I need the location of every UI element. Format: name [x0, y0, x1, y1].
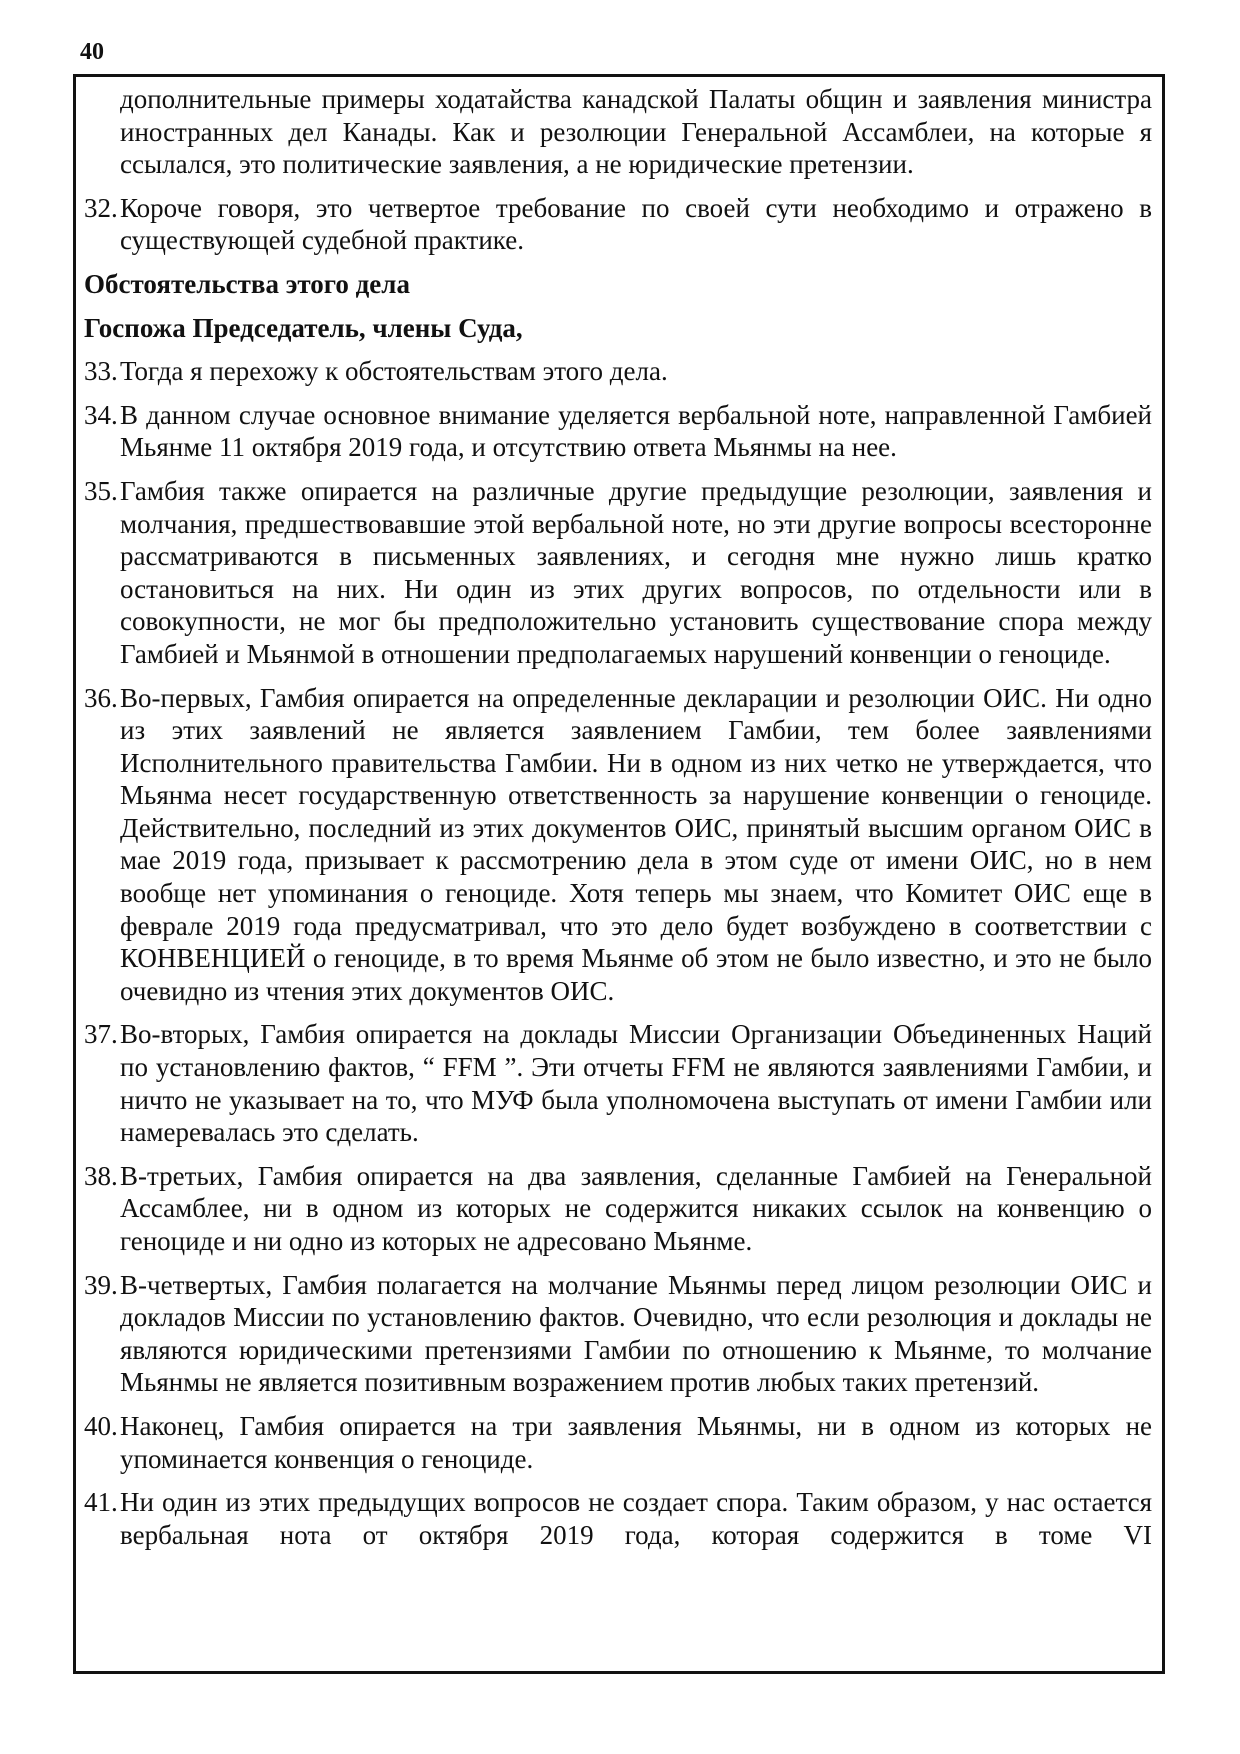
paragraph-number: 39.	[84, 1269, 118, 1300]
paragraph-number: 36.	[84, 682, 118, 713]
paragraph-text: В данном случае основное внимание уделяется вербальной ноте, направленной Гамбией Мьянме 11 октября 2019 года, и отсутствию ответа Мьянмы на нее.	[120, 399, 1152, 463]
paragraph-text: Наконец, Гамбия опирается на три заявления Мьянмы, ни в одном из которых не упоминается конвенция о геноциде.	[120, 1410, 1152, 1474]
paragraph-number: 32.	[84, 192, 118, 223]
continuation-paragraph: дополнительные примеры ходатайства канадской Палаты общин и заявления министра иностранных дел Канады. Как и резолюции Генеральной Ассамблеи, на которые я ссылался, это политические заявления, а не юридические претензии.	[120, 84, 1152, 180]
paragraph-text: Тогда я перехожу к обстоятельствам этого дела.	[120, 356, 668, 387]
page-number: 40	[80, 39, 104, 65]
paragraph-number: 40.	[84, 1410, 118, 1441]
numbered-paragraph	[84, 399, 1152, 464]
numbered-paragraph	[84, 355, 1152, 388]
paragraph-text: Короче говоря, это четвертое требование по своей сути необходимо и отражено в существующей судебной практике.	[120, 192, 1152, 256]
numbered-paragraph	[84, 475, 1152, 671]
numbered-paragraph	[84, 682, 1152, 1008]
numbered-paragraph	[84, 1486, 1152, 1551]
paragraph-number: 34.	[84, 399, 118, 430]
paragraph-text: В-четвертых, Гамбия полагается на молчание Мьянмы перед лицом резолюции ОИС и докладов Миссии по установлению фактов. Очевидно, что если резолюция и доклады не являются юридическими претензиями Гамбии по отношению к Мьянме, то молчание Мьянмы не является позитивным возражением против любых таких претензий.	[120, 1269, 1152, 1398]
numbered-paragraph	[84, 1410, 1152, 1475]
paragraph-number: 35.	[84, 475, 118, 506]
paragraph-number: 37.	[84, 1019, 118, 1050]
section-heading: Обстоятельства этого дела	[84, 268, 410, 299]
text-frame	[73, 74, 1165, 1674]
numbered-paragraph	[84, 1160, 1152, 1258]
paragraph-text: Гамбия также опирается на различные другие предыдущие резолюции, заявления и молчания, предшествовавшие этой вербальной ноте, но эти другие вопросы всесторонне рассматриваются в письменных заявлениях, и сегодня мне нужно лишь кратко остановиться на них. Ни один из этих других вопросов, по отдельности или в совокупности, не мог бы предположительно установить существование спора между Гамбией и Мьянмой в отношении предполагаемых нарушений конвенции о геноциде.	[120, 475, 1152, 669]
paragraph-text: Ни один из этих предыдущих вопросов не создает спора. Таким образом, у нас остается вербальная нота от октября 2019 года, которая содержится в томе VI	[120, 1487, 1152, 1550]
paragraph-text: Во-вторых, Гамбия опирается на доклады Миссии Организации Объединенных Наций по установлению фактов, “ FFM ”. Эти отчеты FFM не являются заявлениями Гамбии, и ничто не указывает на то, что МУФ была уполномочена выступать от имени Гамбии или намеревалась это сделать.	[120, 1019, 1152, 1148]
address-heading: Госпожа Председатель, члены Суда,	[84, 312, 523, 343]
numbered-paragraph	[84, 1269, 1152, 1399]
paragraph-text: Во-первых, Гамбия опирается на определенные декларации и резолюции ОИС. Ни одно из этих заявлений не является заявлением Гамбии, тем более заявлениями Исполнительного правительства Гамбии. Ни в одном из них четко не утверждается, что Мьянма несет государственную ответственность за нарушение конвенции о геноциде. Действительно, последний из этих документов ОИС, принятый высшим органом ОИС в мае 2019 года, призывает к рассмотрению дела в этом суде от имени ОИС, но в нем вообще нет упоминания о геноциде. Хотя теперь мы знаем, что Комитет ОИС еще в феврале 2019 года предусматривал, что это дело будет возбуждено в соответствии с КОНВЕНЦИЕЙ о геноциде, в то время Мьянме об этом не было известно, и это не было очевидно из чтения этих документов ОИС.	[120, 682, 1152, 1006]
paragraph-number: 38.	[84, 1160, 118, 1191]
paragraph-number: 41.	[84, 1487, 118, 1518]
paragraph-text: В-третьих, Гамбия опирается на два заявления, сделанные Гамбией на Генеральной Ассамблее, ни в одном из которых не содержится никаких ссылок на конвенцию о геноциде и ни одно из которых не адресовано Мьянме.	[120, 1160, 1152, 1256]
numbered-paragraph	[84, 1018, 1152, 1148]
paragraph-number: 33.	[84, 356, 118, 387]
numbered-paragraph	[84, 192, 1152, 257]
